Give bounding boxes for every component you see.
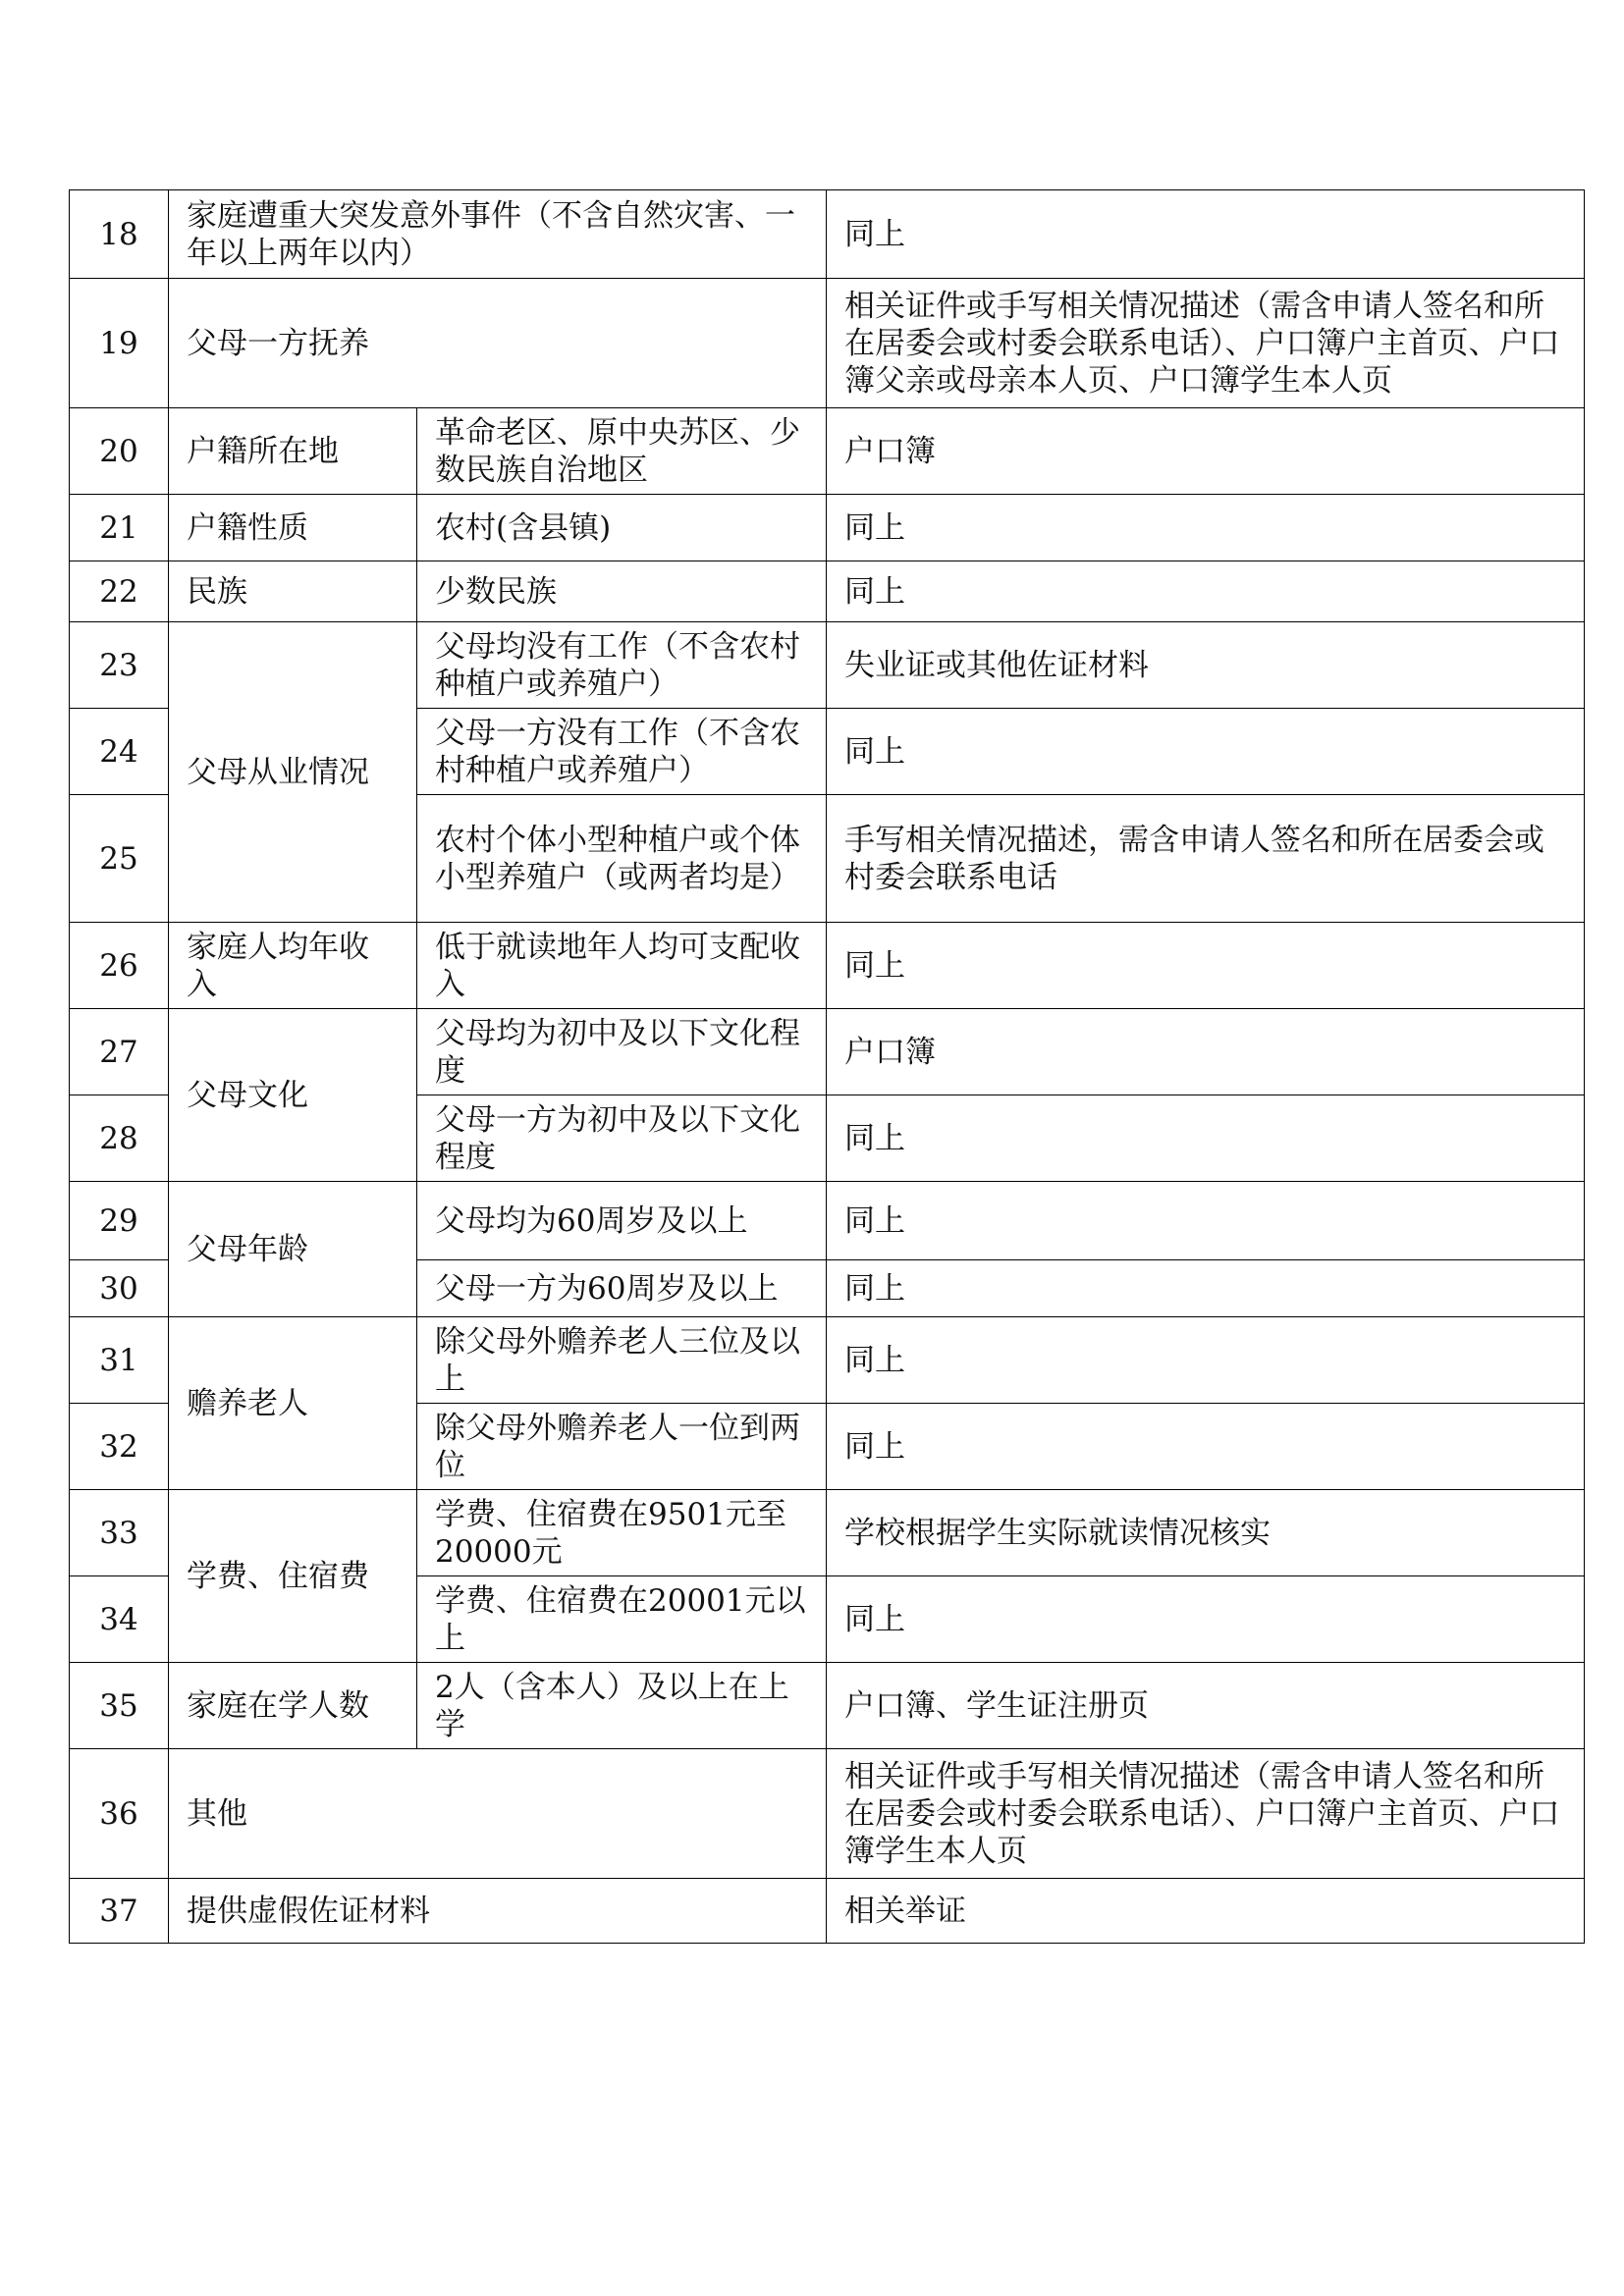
row-number: 33 (70, 1490, 169, 1576)
proof-cell: 相关证件或手写相关情况描述（需含申请人签名和所在居委会或村委会联系电话）、户口簿户主首页、户口簿父亲或母亲本人页、户口簿学生本人页 (827, 279, 1585, 408)
category-cell: 父母文化 (169, 1009, 417, 1182)
item-cell: 除父母外赡养老人三位及以上 (417, 1317, 827, 1404)
proof-cell: 同上 (827, 561, 1585, 622)
item-cell: 学费、住宿费在9501元至20000元 (417, 1490, 827, 1576)
proof-cell: 户口簿 (827, 408, 1585, 495)
row-number: 32 (70, 1404, 169, 1490)
proof-cell: 同上 (827, 1404, 1585, 1490)
row-number: 27 (70, 1009, 169, 1095)
proof-cell: 同上 (827, 190, 1585, 279)
item-cell: 2人（含本人）及以上在上学 (417, 1663, 827, 1749)
item-cell: 提供虚假佐证材料 (169, 1879, 827, 1944)
category-cell: 父母年龄 (169, 1182, 417, 1317)
table-row (70, 1009, 1585, 1095)
item-cell: 家庭遭重大突发意外事件（不含自然灾害、一年以上两年以内） (169, 190, 827, 279)
table-row (70, 495, 1585, 561)
table-row (70, 622, 1585, 709)
category-cell: 民族 (169, 561, 417, 622)
proof-cell: 同上 (827, 1182, 1585, 1260)
row-number: 23 (70, 622, 169, 709)
criteria-table (69, 189, 1585, 1944)
row-number: 37 (70, 1879, 169, 1944)
table-row (70, 1182, 1585, 1260)
row-number: 36 (70, 1749, 169, 1879)
item-cell: 学费、住宿费在20001元以上 (417, 1576, 827, 1663)
item-cell: 农村个体小型种植户或个体小型养殖户（或两者均是） (417, 795, 827, 923)
row-number: 22 (70, 561, 169, 622)
proof-cell: 户口簿、学生证注册页 (827, 1663, 1585, 1749)
row-number: 30 (70, 1260, 169, 1317)
table-row (70, 1749, 1585, 1879)
table-row (70, 561, 1585, 622)
row-number: 34 (70, 1576, 169, 1663)
item-cell: 父母均为初中及以下文化程度 (417, 1009, 827, 1095)
row-number: 20 (70, 408, 169, 495)
table-row (70, 923, 1585, 1009)
row-number: 25 (70, 795, 169, 923)
row-number: 28 (70, 1095, 169, 1182)
proof-cell: 同上 (827, 923, 1585, 1009)
item-cell: 父母均没有工作（不含农村种植户或养殖户） (417, 622, 827, 709)
item-cell: 农村(含县镇) (417, 495, 827, 561)
table-row (70, 279, 1585, 408)
category-cell: 家庭在学人数 (169, 1663, 417, 1749)
table-row (70, 190, 1585, 279)
row-number: 31 (70, 1317, 169, 1404)
proof-cell: 同上 (827, 1317, 1585, 1404)
row-number: 19 (70, 279, 169, 408)
row-number: 21 (70, 495, 169, 561)
proof-cell: 失业证或其他佐证材料 (827, 622, 1585, 709)
row-number: 24 (70, 709, 169, 795)
table-row (70, 408, 1585, 495)
proof-cell: 同上 (827, 709, 1585, 795)
item-cell: 父母一方为初中及以下文化程度 (417, 1095, 827, 1182)
proof-cell: 学校根据学生实际就读情况核实 (827, 1490, 1585, 1576)
item-cell: 父母一方没有工作（不含农村种植户或养殖户） (417, 709, 827, 795)
item-cell: 少数民族 (417, 561, 827, 622)
row-number: 18 (70, 190, 169, 279)
category-cell: 赡养老人 (169, 1317, 417, 1490)
category-cell: 户籍所在地 (169, 408, 417, 495)
proof-cell: 同上 (827, 1260, 1585, 1317)
category-cell: 户籍性质 (169, 495, 417, 561)
proof-cell: 相关证件或手写相关情况描述（需含申请人签名和所在居委会或村委会联系电话）、户口簿户主首页、户口簿学生本人页 (827, 1749, 1585, 1879)
item-cell: 父母一方抚养 (169, 279, 827, 408)
row-number: 26 (70, 923, 169, 1009)
item-cell: 革命老区、原中央苏区、少数民族自治地区 (417, 408, 827, 495)
item-cell: 父母均为60周岁及以上 (417, 1182, 827, 1260)
table-row (70, 1663, 1585, 1749)
row-number: 29 (70, 1182, 169, 1260)
category-cell: 父母从业情况 (169, 622, 417, 923)
proof-cell: 同上 (827, 1095, 1585, 1182)
item-cell: 其他 (169, 1749, 827, 1879)
item-cell: 父母一方为60周岁及以上 (417, 1260, 827, 1317)
proof-cell: 手写相关情况描述，需含申请人签名和所在居委会或村委会联系电话 (827, 795, 1585, 923)
table-row (70, 1317, 1585, 1404)
proof-cell: 同上 (827, 495, 1585, 561)
proof-cell: 相关举证 (827, 1879, 1585, 1944)
item-cell: 低于就读地年人均可支配收入 (417, 923, 827, 1009)
proof-cell: 户口簿 (827, 1009, 1585, 1095)
category-cell: 学费、住宿费 (169, 1490, 417, 1663)
proof-cell: 同上 (827, 1576, 1585, 1663)
category-cell: 家庭人均年收入 (169, 923, 417, 1009)
table-row (70, 1879, 1585, 1944)
item-cell: 除父母外赡养老人一位到两位 (417, 1404, 827, 1490)
row-number: 35 (70, 1663, 169, 1749)
table-row (70, 1490, 1585, 1576)
